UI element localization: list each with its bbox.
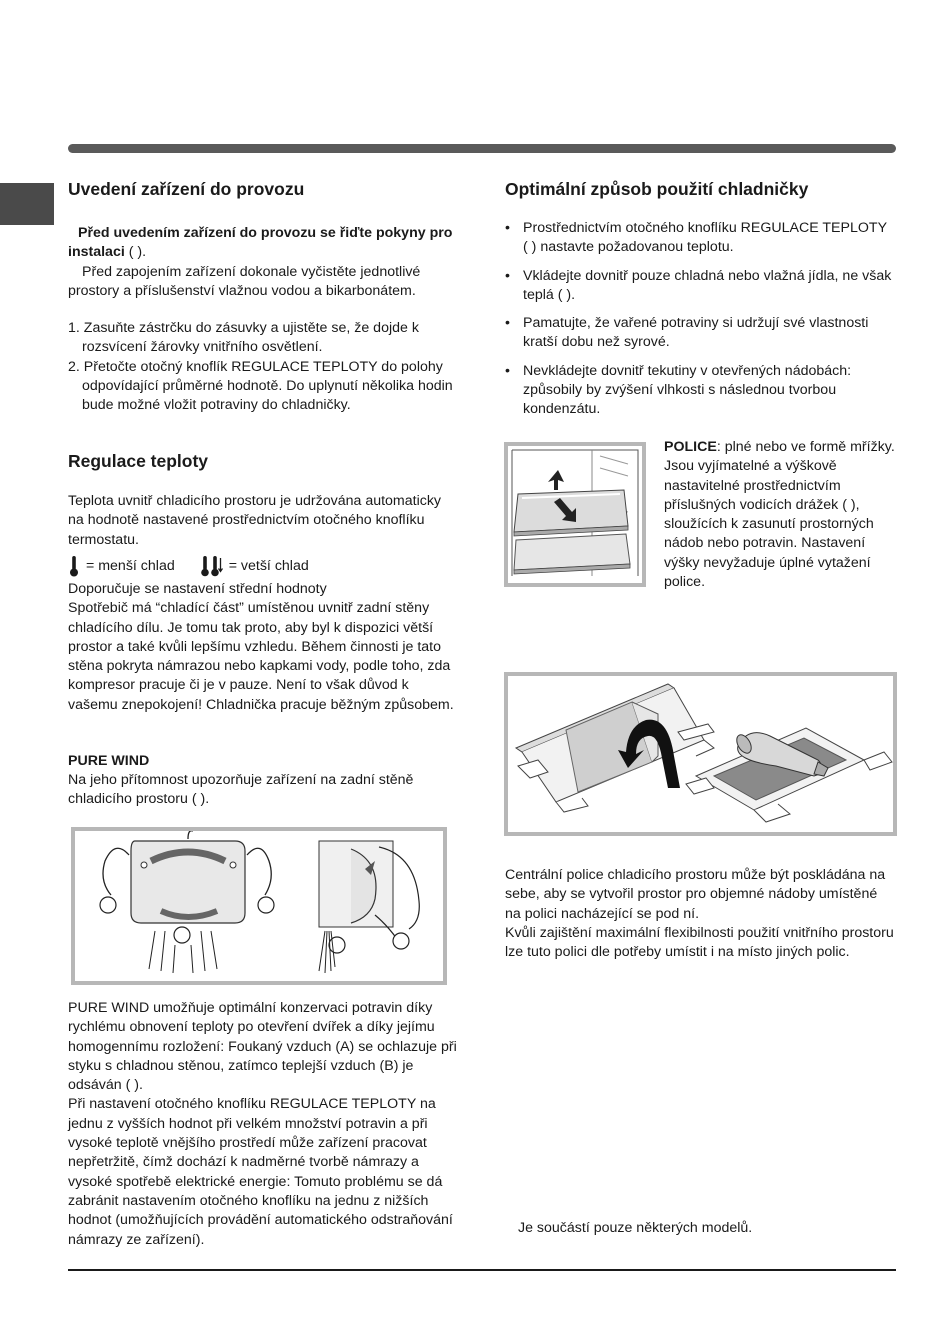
pure-wind-warning: Při nastavení otočného knoflíku REGULACE TEPLOTY na jednu z vyšších hodnot při velkém množství potravin a při vysoké teplotě vnějšího prostředí může zařízení pracovat nepřetržitě, čímž dochází k nadměrné tvorbě námrazy a vysoké spotřebě elektrické energie: Tomuto problému se dá zabránit nastavením otočného knoflíku na jednu z nižších hodnot (umožňujících provádění automatického odstraňování námrazy ze zařízení). bbox=[68, 1096, 453, 1248]
bottom-rule bbox=[68, 1269, 896, 1271]
startup-bold-instruction: Před uvedením zařízení do provozu se řiďte pokyny pro instalaci bbox=[68, 225, 453, 261]
startup-step-2: 2. Přetočte otočný knoflík REGULACE TEPLOTY do polohy odpovídající průměrné hodnotě. Do uplynutí několika hodin bude možné vložit potraviny do chladničky. bbox=[68, 358, 453, 414]
central-shelf-text bbox=[505, 866, 895, 962]
list-item: • Vkládejte dovnitř pouze chladná nebo vlažná jídla, ne však teplá ( ). bbox=[505, 267, 895, 306]
central-shelf-flexibility: Kvůli zajištění maximální flexibilnosti použití vnitřního prostoru lze tuto polici dle potřeby umístit i na místo jiných polic. bbox=[505, 924, 894, 961]
section-title-optimal-use: Optimální způsob použití chladničky bbox=[505, 179, 809, 199]
startup-step-1: 1. Zasuňte zástrčku do zásuvky a ujistěte se, že dojde k rozsvícení žárovky vnitřního osvětlení. bbox=[68, 320, 419, 356]
temperature-cooling-part: Spotřebič má “chladící část” umístěnou uvnitř zadní stěny chladícího dílu. Je tomu tak proto, aby byl k dispozici větší prostor a také kvůli lepšímu vzhledu. Během činnosti je tato stěna pokryta námrazou nebo kapkami vody, podle toho, zda kompresor pracuje či je v pauze. Není to však důvod k vašemu znepokojení! Chladnička pracuje běžným způsobem. bbox=[68, 600, 454, 713]
shelves-description bbox=[664, 438, 896, 592]
language-tab-marker bbox=[0, 183, 54, 225]
footnote: Je součástí pouze některých modelů. bbox=[518, 1220, 753, 1236]
top-rule bbox=[68, 144, 896, 153]
pure-wind-intro: Na jeho přítomnost upozorňuje zařízení na zadní stěně chladicího prostoru ( ). bbox=[68, 772, 414, 808]
list-item: • Nevkládejte dovnitř tekutiny v otevřených nádobách: způsobily by zvýšení vlhkosti s následnou tvorbou kondenzátu. bbox=[505, 362, 895, 420]
foldable-shelf-figure bbox=[504, 672, 897, 836]
shelf-figure bbox=[504, 442, 646, 587]
thermometer-legend bbox=[68, 555, 309, 583]
startup-clean-text: Před zapojením zařízení dokonale vyčistěte jednotlivé prostory a příslušenství vlažnou vodou a bikarbonátem. bbox=[68, 263, 421, 299]
legend-less-cold: = menší chlad bbox=[86, 557, 175, 574]
central-shelf-stacking: Centrální police chladicího prostoru může být poskládána na sebe, aby se vytvořil prostor pro objemné nádoby umístěné na polici nacházející se pod ní. bbox=[505, 867, 886, 922]
shelves-label: POLICE bbox=[664, 439, 717, 455]
list-item: • Prostřednictvím otočného knoflíku REGULACE TEPLOTY ( ) nastavte požadovanou teplotu. bbox=[505, 219, 895, 258]
optimal-use-list bbox=[505, 219, 895, 429]
startup-intro bbox=[68, 224, 458, 301]
temperature-intro: Teplota uvnitř chladicího prostoru je udržována automaticky na hodnotě nastavené prostřednictvím otočného knoflíku termostatu. bbox=[68, 493, 442, 548]
pure-wind-figure bbox=[71, 827, 447, 985]
startup-steps bbox=[68, 319, 460, 415]
temperature-recommendation: Doporučuje se nastavení střední hodnoty bbox=[68, 581, 327, 597]
pure-wind-heading: PURE WIND bbox=[68, 753, 150, 769]
pure-wind-description: PURE WIND umožňuje optimální konzervaci potravin díky rychlému obnovení teploty po otevření dvířek a díky jejímu homogennímu rozložení: Foukaný vzduch (A) se ochlazuje při styku s chladnou stěnou, zatímco teplejší vzduch (B) je odsáván ( ). bbox=[68, 1000, 457, 1094]
shelf-adjust-illustration bbox=[508, 446, 642, 583]
thermometer-single-icon bbox=[68, 555, 80, 577]
startup-ref: ( ). bbox=[124, 244, 147, 261]
foldable-shelf-illustration bbox=[508, 676, 893, 832]
pure-wind-body bbox=[68, 999, 460, 1250]
section-title-startup: Uvedení zařízení do provozu bbox=[68, 179, 305, 199]
list-item: • Pamatujte, že vařené potraviny si udržují své vlastnosti kratší dobu než syrové. bbox=[505, 314, 895, 353]
section-title-temperature: Regulace teploty bbox=[68, 451, 209, 471]
legend-more-cold: = vetší chlad bbox=[228, 557, 309, 574]
temperature-body bbox=[68, 580, 460, 715]
pure-wind-illustration bbox=[75, 831, 443, 981]
thermometer-double-icon bbox=[201, 555, 223, 577]
shelves-text: : plné nebo ve formě mřížky. Jsou vyjímatelné a výškově nastavitelné prostřednictvím příslušných vodicích drážek ( ), sloužících k zasunutí prostorných nádob nebo potravin. Nastavení výšky nevyžaduje úplné vytažení police. bbox=[664, 439, 895, 591]
